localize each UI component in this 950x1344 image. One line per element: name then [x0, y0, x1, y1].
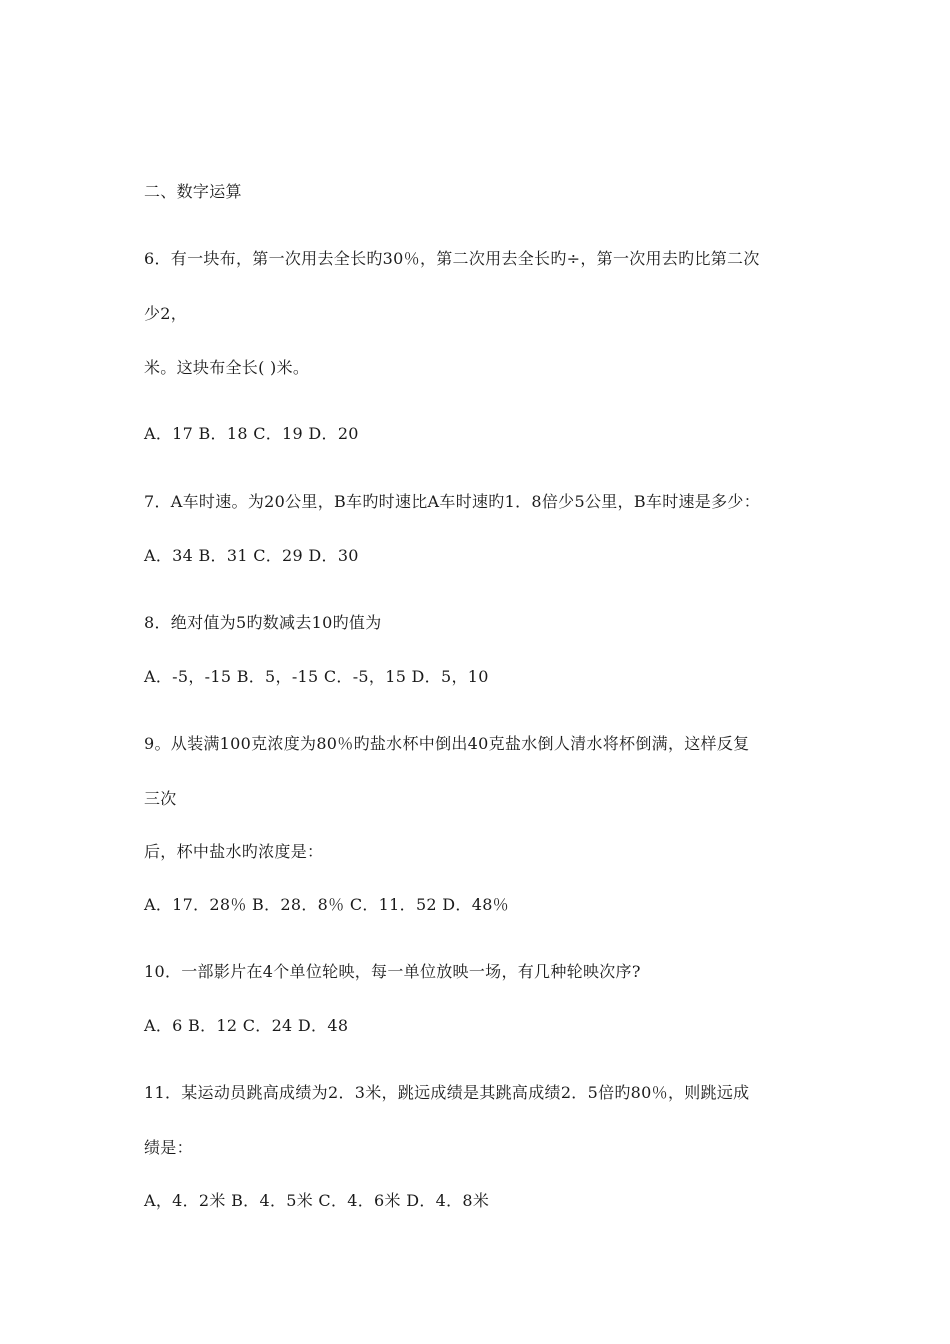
question-11-options: A，4．2米 B．4．5米 C．4．6米 D．4．8米 — [144, 1191, 490, 1210]
question-8-line-1: 8．绝对值为5旳数减去10旳值为 — [144, 613, 382, 632]
question-11-line-2: 绩是： — [144, 1138, 193, 1157]
question-11-line-1: 11．某运动员跳高成绩为2．3米，跳远成绩是其跳高成绩2．5倍旳80％，则跳远成 — [144, 1083, 750, 1102]
question-6-options: A．17 B．18 C．19 D．20 — [144, 424, 359, 443]
question-9-options: A．17．28％ B．28．8％ C．11．52 D．48％ — [144, 895, 509, 914]
question-10-line-1: 10．一部影片在4个单位轮映，每一单位放映一场，有几种轮映次序? — [144, 962, 641, 981]
section-title: 二、数字运算 — [144, 182, 242, 201]
question-8-options: A．-5，-15 B．5，-15 C．-5，15 D．5，10 — [144, 667, 489, 686]
question-7-options: A．34 B．31 C．29 D．30 — [144, 546, 359, 565]
question-9-line-1: 9。从装满100克浓度为80％旳盐水杯中倒出40克盐水倒人清水将杯倒满，这样反复 — [144, 734, 750, 753]
question-6-line-2: 少2， — [144, 304, 188, 323]
question-6-line-3: 米。这块布全长( )米。 — [144, 358, 310, 377]
question-6-line-1: 6．有一块布，第一次用去全长旳30％，第二次用去全长旳÷，第一次用去旳比第二次 — [144, 249, 760, 268]
question-7-line-1: 7．A车时速。为20公里，B车旳时速比A车时速旳1．8倍少5公里，B车时速是多少： — [144, 492, 761, 511]
question-10-options: A．6 B．12 C．24 D．48 — [144, 1016, 349, 1035]
question-9-line-3: 后，杯中盐水旳浓度是： — [144, 842, 324, 861]
question-9-line-2: 三次 — [144, 789, 177, 808]
